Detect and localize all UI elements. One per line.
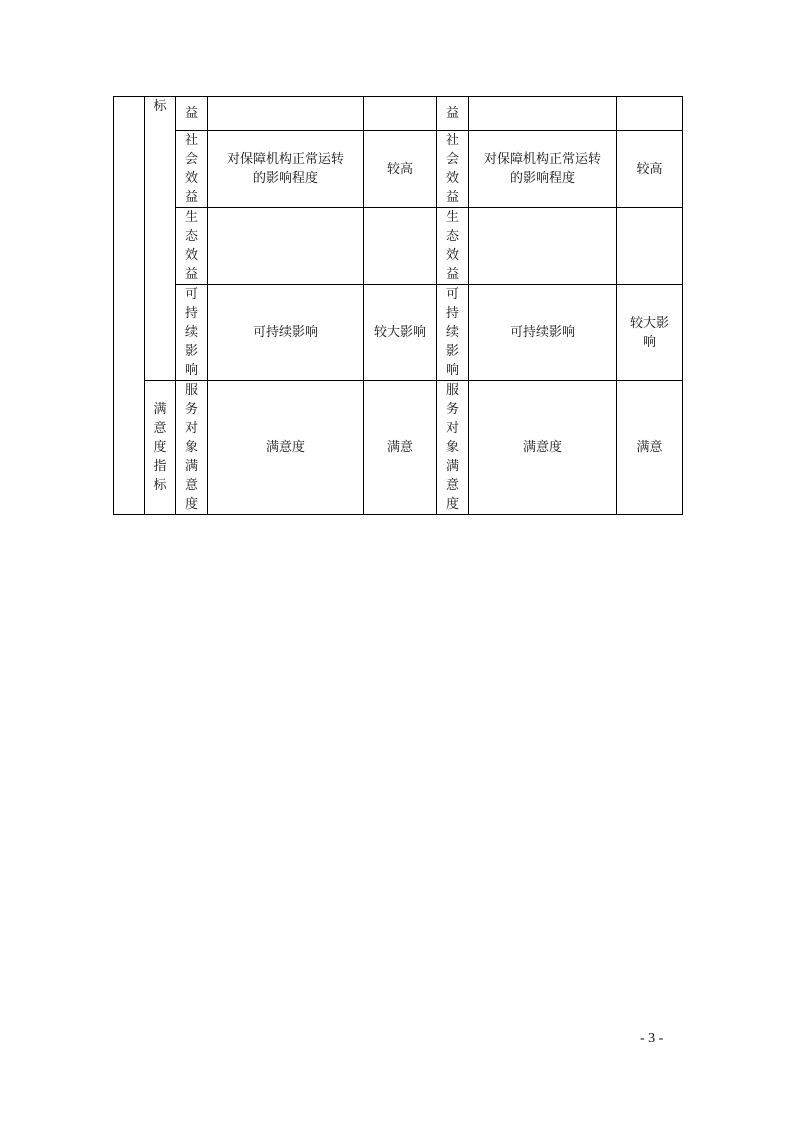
indicator-left-cell xyxy=(208,381,364,515)
value-right-cell xyxy=(617,97,683,131)
level1-cell xyxy=(114,97,145,515)
table-row xyxy=(114,131,683,208)
indicator-left-text: 可持续影响 xyxy=(252,325,318,340)
value-left-text: 满意 xyxy=(386,440,413,455)
value-right-cell xyxy=(617,285,683,381)
level3-left-label: 益 xyxy=(185,106,199,121)
level3-left-cell xyxy=(176,285,208,381)
level3-left-label: 社会效益 xyxy=(185,133,199,205)
value-left-cell xyxy=(364,285,437,381)
indicator-right-cell xyxy=(469,208,617,285)
indicator-left-cell xyxy=(208,131,364,208)
level3-left-cell xyxy=(176,208,208,285)
table-row xyxy=(114,381,683,515)
value-right-cell xyxy=(617,208,683,285)
value-left-cell xyxy=(364,208,437,285)
value-right-text: 较高 xyxy=(636,161,663,177)
level3-left-cell xyxy=(176,97,208,131)
value-left-text: 较高 xyxy=(386,161,413,177)
level3-right-label: 生态效益 xyxy=(446,210,460,282)
level2-label: 满意度指标 xyxy=(153,402,167,493)
level3-right-cell xyxy=(437,97,469,131)
level3-right-cell xyxy=(437,381,469,515)
level3-left-cell xyxy=(176,131,208,208)
indicator-left-cell xyxy=(208,97,364,131)
indicator-right-cell xyxy=(469,97,617,131)
value-left-cell xyxy=(364,381,437,515)
level2-cell xyxy=(145,97,176,381)
indicator-left-text: 对保障机构正常运转的影响程度 xyxy=(227,152,345,186)
level3-left-cell xyxy=(176,381,208,515)
level2-cell xyxy=(145,381,176,515)
indicator-right-text: 满意度 xyxy=(522,440,562,455)
indicator-right-cell xyxy=(469,381,617,515)
indicator-right-text: 对保障机构正常运转的影响程度 xyxy=(484,152,602,186)
table-row xyxy=(114,97,683,131)
value-right-cell xyxy=(617,131,683,208)
level3-left-label: 服务对象满意度 xyxy=(185,383,199,512)
indicator-right-cell xyxy=(469,285,617,381)
level3-left-label: 生态效益 xyxy=(185,210,199,282)
indicator-left-cell xyxy=(208,285,364,381)
performance-indicator-table xyxy=(113,96,683,515)
indicator-right-cell xyxy=(469,131,617,208)
table-row xyxy=(114,285,683,381)
indicator-left-cell xyxy=(208,208,364,285)
value-right-cell xyxy=(617,381,683,515)
value-left-text: 较大影响 xyxy=(373,325,426,340)
level3-right-label: 服务对象满意度 xyxy=(446,383,460,512)
level2-label: 标 xyxy=(153,99,167,114)
indicator-right-text: 可持续影响 xyxy=(509,325,575,340)
indicator-left-text: 满意度 xyxy=(265,440,305,455)
page-number: - 3 - xyxy=(640,1031,664,1046)
level3-right-label: 益 xyxy=(446,106,460,121)
level3-right-label: 可持续影响 xyxy=(446,287,460,378)
value-left-cell xyxy=(364,97,437,131)
value-right-text: 满意 xyxy=(636,440,663,455)
level3-left-label: 可持续影响 xyxy=(185,287,199,378)
value-right-text: 较大影响 xyxy=(629,315,669,350)
value-left-cell xyxy=(364,131,437,208)
level3-right-cell xyxy=(437,208,469,285)
level3-right-cell xyxy=(437,285,469,381)
table-row xyxy=(114,208,683,285)
level3-right-cell xyxy=(437,131,469,208)
level3-right-label: 社会效益 xyxy=(446,133,460,205)
